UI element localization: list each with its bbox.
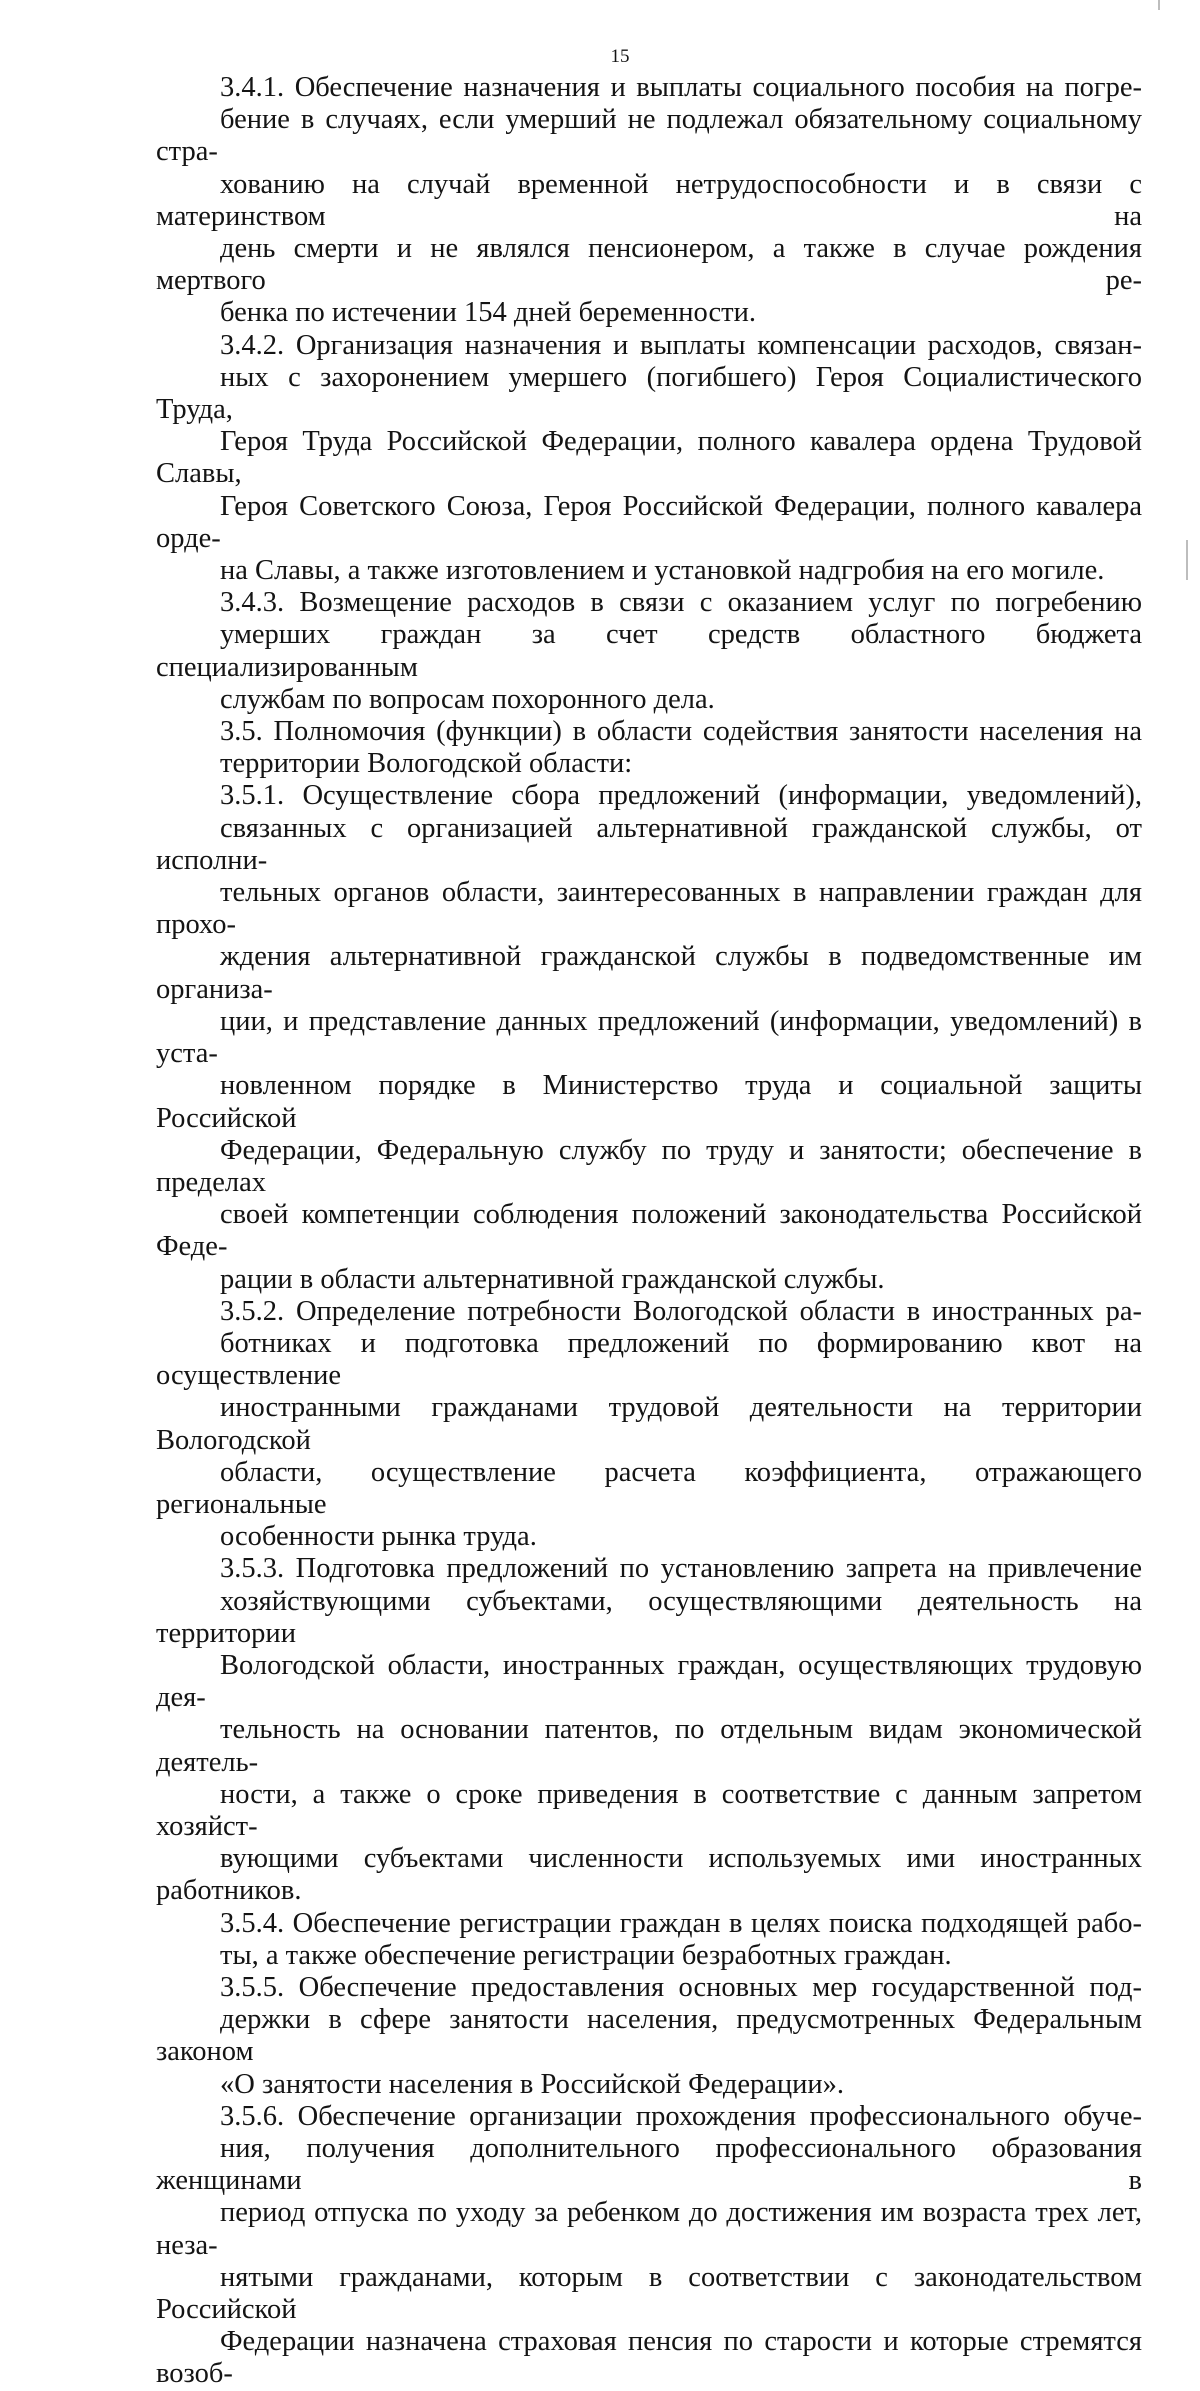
text-line: Федерации, Федеральную службу по труду и занятости; обеспечение в пределах [156, 1134, 1142, 1198]
text-line: 3.5.2. Определение потребности Вологодской области в иностранных ра- [220, 1295, 1142, 1327]
text-line: ции, и представление данных предложений (информации, уведомлений) в уста- [156, 1005, 1142, 1070]
text-line: 3.5. Полномочия (функции) в области содействия занятости населения на [220, 716, 1142, 748]
text-line: ты, а также обеспечение регистрации безработных граждан. [220, 1939, 952, 1971]
text-line: 3.5.5. Обеспечение предоставления основных мер государственной под- [220, 1971, 1142, 2003]
paragraph-3-4-2 [156, 330, 1142, 588]
text-line: на Славы, а также изготовлением и установкой надгробия на его могиле. [220, 555, 1105, 587]
text-line: 3.5.3. Подготовка предложений по установлению запрета на привлечение [220, 1553, 1142, 1585]
text-line: бение в случаях, если умерший не подлежал обязательному социальному стра- [156, 104, 1142, 168]
text-line: ности, а также о сроке приведения в соответствие с данным запретом хозяйст- [156, 1778, 1142, 1842]
text-line: 3.5.1. Осуществление сбора предложений (информации, уведомлений), [220, 780, 1142, 812]
paragraph-3-5-6 [156, 2101, 1142, 2391]
text-line: ждения альтернативной гражданской службы в подведомственные им организа- [156, 941, 1142, 1005]
text-line: Героя Советского Союза, Героя Российской Федерации, полного кавалера орде- [156, 490, 1142, 554]
text-line: нятыми гражданами, которым в соответствии с законодательством Российской [156, 2261, 1142, 2326]
paragraph-3-5-4 [156, 1908, 1142, 1972]
text-line: 3.5.4. Обеспечение регистрации граждан в целях поиска подходящей рабо- [220, 1907, 1142, 1939]
text-line: держки в сфере занятости населения, предусмотренных Федеральным законом [156, 2004, 1142, 2068]
text-line: хозяйствующими субъектами, осуществляющими деятельность на территории [156, 1585, 1142, 1649]
scan-artifact-right [1186, 540, 1188, 580]
text-line: вующими субъектами численности используемых ими иностранных работников. [156, 1843, 1142, 1907]
text-line: территории Вологодской области: [220, 748, 633, 780]
paragraph-3-5-1 [156, 780, 1142, 1295]
text-line: ных с захоронением умершего (погибшего) Героя Социалистического Труда, [156, 361, 1142, 426]
paragraph-3-5-3 [156, 1553, 1142, 1907]
paragraph-3-5-5 [156, 1972, 1142, 2101]
text-line: день смерти и не являлся пенсионером, а также в случае рождения мертвого ре- [156, 233, 1142, 297]
page-number: 15 [610, 46, 630, 67]
text-line: области, осуществление расчета коэффициента, отражающего региональные [156, 1456, 1142, 1520]
text-line: связанных с организацией альтернативной гражданской службы, от исполни- [156, 812, 1142, 876]
text-line: тельных органов области, заинтересованных в направлении граждан для прохо- [156, 877, 1142, 941]
text-line: рации в области альтернативной гражданской службы. [220, 1263, 885, 1295]
text-line: 3.4.3. Возмещение расходов в связи с оказанием услуг по погребению [220, 587, 1142, 619]
document-body [156, 72, 1142, 2391]
paragraph-3-5-2 [156, 1296, 1142, 1554]
scan-artifact-top [1158, 0, 1160, 10]
text-line: иностранными гражданами трудовой деятельности на территории Вологодской [156, 1392, 1142, 1456]
text-line: Вологодской области, иностранных граждан, осуществляющих трудовую дея- [156, 1649, 1142, 1714]
text-line: службам по вопросам похоронного дела. [220, 683, 715, 715]
text-line: ния, получения дополнительного профессионального образования женщинами в [156, 2133, 1142, 2197]
paragraph-3-4-1 [156, 72, 1142, 330]
text-line: особенности рынка труда. [220, 1521, 537, 1553]
text-line last-justified: Федерации назначена страховая пенсия по старости и которые стремятся возоб- [156, 2326, 1142, 2390]
text-line: ботниках и подготовка предложений по формированию квот на осуществление [156, 1327, 1142, 1392]
text-line: 3.4.2. Организация назначения и выплаты компенсации расходов, связан- [220, 329, 1142, 361]
text-line: хованию на случай временной нетрудоспособности и в связи с материнством на [156, 168, 1142, 232]
text-line: умерших граждан за счет средств областного бюджета специализированным [156, 619, 1142, 683]
text-line: 3.5.6. Обеспечение организации прохождения профессионального обуче- [220, 2100, 1142, 2132]
text-line: своей компетенции соблюдения положений законодательства Российской Феде- [156, 1199, 1142, 1263]
text-line: Героя Труда Российской Федерации, полного кавалера ордена Трудовой Славы, [156, 426, 1142, 490]
text-line: период отпуска по уходу за ребенком до достижения им возраста трех лет, неза- [156, 2197, 1142, 2261]
text-line: новленном порядке в Министерство труда и социальной защиты Российской [156, 1070, 1142, 1134]
text-line: «О занятости населения в Российской Федерации». [220, 2068, 845, 2100]
text-line: тельность на основании патентов, по отдельным видам экономической деятель- [156, 1714, 1142, 1778]
paragraph-3-5 [156, 716, 1142, 780]
text-line: бенка по истечении 154 дней беременности. [220, 297, 756, 329]
text-line: 3.4.1. Обеспечение назначения и выплаты социального пособия на погре- [220, 72, 1142, 103]
paragraph-3-4-3 [156, 587, 1142, 716]
